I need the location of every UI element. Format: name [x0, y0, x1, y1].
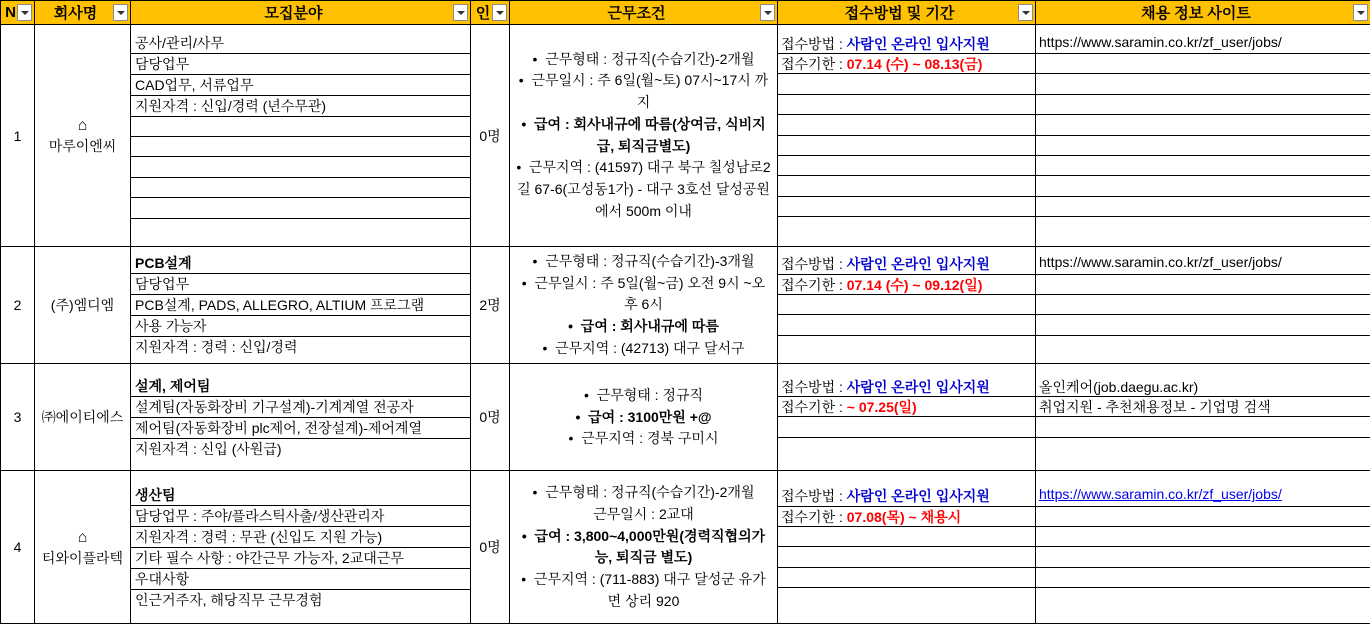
work-condition-cell [510, 471, 778, 624]
apply-method-cell [778, 364, 1036, 471]
site-empty-line [1036, 217, 1370, 237]
work-condition-line: • 근무지역 : (711-883) 대구 달성군 유가면 상리 920 [516, 569, 771, 612]
apply-method-cell [778, 471, 1036, 624]
site-empty-line [1036, 315, 1370, 335]
apply-empty-line [778, 115, 1035, 135]
site-empty-line [1036, 568, 1370, 588]
recruit-site-cell [1036, 25, 1370, 247]
site-empty-line [1036, 176, 1370, 196]
apply-empty-line [778, 527, 1035, 547]
site-empty-line [1036, 336, 1370, 356]
apply-empty-line [778, 295, 1035, 315]
headcount-cell: 0명 [471, 471, 510, 624]
filter-dropdown-icon[interactable] [453, 4, 468, 21]
work-condition-line: • 급여 : 3100만원 +@ [516, 407, 771, 429]
apply-label: 접수기한 : [781, 277, 847, 293]
recruit-field-line [131, 218, 470, 238]
work-condition-line: • 근무지역 : (42713) 대구 달서구 [516, 338, 771, 360]
recruit-field-line [131, 198, 470, 218]
table-body [1, 25, 1370, 624]
apply-method-cell [778, 25, 1036, 247]
work-condition-cell [510, 364, 778, 471]
site-empty-line [1036, 295, 1370, 315]
site-text: 올인케어(job.daegu.ac.kr) [1039, 379, 1198, 395]
site-empty-line [1036, 275, 1370, 295]
apply-value: 07.08(목) ~ 채용시 [847, 509, 961, 525]
apply-value: ~ 07.25(일) [847, 399, 917, 415]
site-text: 취업지원 - 추천채용정보 - 기업명 검색 [1039, 399, 1271, 415]
site-empty-line [1036, 74, 1370, 94]
work-condition-line: • 급여 : 회사내규에 따름 [516, 316, 771, 338]
header-count [471, 1, 510, 25]
work-condition-cell [510, 25, 778, 247]
recruit-field-line: 지원자격 : 신입/경력 (년수무관) [131, 95, 470, 116]
apply-empty-line [778, 217, 1035, 237]
recruit-field-line [131, 177, 470, 197]
site-text: https://www.saramin.co.kr/zf_user/jobs/ [1039, 254, 1282, 270]
recruit-field-line: 공사/관리/사무 [131, 33, 470, 54]
header-apply [778, 1, 1036, 25]
work-condition-line: • 급여 : 3,800~4,000만원(경력직협의가능, 퇴직금 별도) [516, 526, 771, 569]
company-logo-icon: ⌂ [35, 115, 130, 137]
recruit-field-line [131, 136, 470, 156]
site-empty-line [1036, 507, 1370, 527]
work-condition-line: • 근무일시 : 주 6일(월~토) 07시~17시 까지 [516, 70, 771, 113]
filter-dropdown-icon[interactable] [113, 4, 128, 21]
row-number: 4 [1, 471, 35, 624]
header-site [1036, 1, 1370, 25]
table-header-row [1, 1, 1370, 25]
recruit-field-line: PCB설계, PADS, ALLEGRO, ALTIUM 프로그램 [131, 295, 470, 316]
apply-method-cell [778, 247, 1036, 364]
filter-dropdown-icon[interactable] [492, 4, 507, 21]
site-empty-line [1036, 588, 1370, 608]
site-link[interactable]: https://www.saramin.co.kr/zf_user/jobs/ [1039, 486, 1282, 502]
apply-empty-line [778, 568, 1035, 588]
headcount-cell: 2명 [471, 247, 510, 364]
headcount-cell: 0명 [471, 364, 510, 471]
row-number: 3 [1, 364, 35, 471]
site-empty-line [1036, 197, 1370, 217]
apply-label: 접수기한 : [781, 509, 847, 525]
apply-line [778, 397, 1035, 417]
apply-value: 07.14 (수) ~ 08.13(금) [847, 56, 983, 72]
work-condition-cell [510, 247, 778, 364]
apply-line [778, 377, 1035, 397]
apply-value: 사람인 온라인 입사지원 [847, 488, 990, 504]
company-name-label: ㈜에이티에스 [35, 408, 130, 427]
header-no-label: N [5, 4, 16, 21]
apply-empty-line [778, 74, 1035, 94]
apply-value: 사람인 온라인 입사지원 [847, 36, 990, 52]
apply-line [778, 54, 1035, 74]
work-condition-line: • 근무형태 : 정규직 [516, 385, 771, 407]
site-empty-line [1036, 527, 1370, 547]
company-name-cell [35, 471, 131, 624]
work-condition-line: • 근무형태 : 정규직(수습기간)-3개월 [516, 251, 771, 273]
apply-line [778, 507, 1035, 527]
apply-empty-line [778, 156, 1035, 176]
site-empty-line [1036, 417, 1370, 437]
site-line [1036, 254, 1370, 274]
recruit-field-line: 생산팀 [131, 485, 470, 506]
work-condition-line: • 근무형태 : 정규직(수습기간)-2개월 [516, 482, 771, 504]
recruit-field-cell [131, 25, 471, 247]
apply-label: 접수기한 : [781, 56, 847, 72]
table-row [1, 364, 1370, 471]
work-condition-line: • 근무일시 : 주 5일(월~금) 오전 9시 ~오후 6시 [516, 273, 771, 316]
company-logo-icon: ⌂ [35, 527, 130, 549]
table-row [1, 25, 1370, 247]
work-condition-line: • 근무지역 : (41597) 대구 북구 칠성남로2길 67-6(고성동1가) - 대구 3호선 달성공원 에서 500m 이내 [516, 157, 771, 222]
recruit-field-line: 담당업무 : 주야/플라스틱사출/생산관리자 [131, 505, 470, 526]
site-empty-line [1036, 438, 1370, 458]
apply-line [778, 275, 1035, 295]
header-company [35, 1, 131, 25]
header-condition [510, 1, 778, 25]
recruit-field-line: 담당업무 [131, 274, 470, 295]
recruit-field-line: 인근거주자, 해당직무 근무경험 [131, 589, 470, 610]
apply-empty-line [778, 176, 1035, 196]
site-empty-line [1036, 95, 1370, 115]
filter-dropdown-icon[interactable] [760, 4, 775, 21]
recruit-field-line: 지원자격 : 경력 : 무관 (신입도 지원 가능) [131, 526, 470, 547]
recruit-field-line: 우대사항 [131, 568, 470, 589]
header-apply-label: 접수방법 및 기간 [845, 5, 955, 22]
recruit-site-cell [1036, 247, 1370, 364]
apply-empty-line [778, 588, 1035, 608]
recruit-field-cell [131, 247, 471, 364]
filter-dropdown-icon[interactable] [1018, 4, 1033, 21]
recruit-field-cell [131, 471, 471, 624]
apply-empty-line [778, 95, 1035, 115]
site-line [1036, 397, 1370, 417]
row-number: 2 [1, 247, 35, 364]
company-name-cell [35, 364, 131, 471]
recruit-field-line: 기타 필수 사항 : 야간근무 가능자, 2교대근무 [131, 547, 470, 568]
filter-dropdown-icon[interactable] [1353, 4, 1368, 21]
apply-empty-line [778, 197, 1035, 217]
apply-empty-line [778, 438, 1035, 458]
table-row [1, 471, 1370, 624]
site-empty-line [1036, 54, 1370, 74]
recruit-field-line [131, 116, 470, 136]
recruit-field-line [131, 157, 470, 177]
company-name-cell [35, 25, 131, 247]
row-number: 1 [1, 25, 35, 247]
site-line[interactable] [1036, 486, 1370, 506]
recruit-field-line: 지원자격 : 경력 : 신입/경력 [131, 337, 470, 358]
apply-label: 접수방법 : [781, 256, 847, 272]
header-field-label: 모집분야 [265, 5, 323, 22]
header-field [131, 1, 471, 25]
apply-empty-line [778, 336, 1035, 356]
apply-label: 접수방법 : [781, 36, 847, 52]
work-condition-line: • 근무지역 : 경북 구미시 [516, 428, 771, 450]
apply-empty-line [778, 417, 1035, 437]
filter-dropdown-icon[interactable] [17, 4, 32, 21]
site-text: https://www.saramin.co.kr/zf_user/jobs/ [1039, 34, 1282, 50]
company-name-label: 마루이엔씨 [35, 137, 130, 156]
recruit-field-line: 사용 가능자 [131, 316, 470, 337]
company-name-label: 티와이플라텍 [35, 549, 130, 568]
site-line [1036, 34, 1370, 54]
apply-line [778, 34, 1035, 54]
company-name-label: (주)엠디엠 [35, 296, 130, 315]
table-row [1, 247, 1370, 364]
recruit-field-line: 제어팀(자동화장비 plc제어, 전장설계)-제어계열 [131, 417, 470, 438]
header-no [1, 1, 35, 25]
recruit-site-cell [1036, 364, 1370, 471]
recruit-field-line: 지원자격 : 신입 (사원급) [131, 438, 470, 459]
work-condition-line: • 급여 : 회사내규에 따름(상여금, 식비지급, 퇴직금별도) [516, 114, 771, 157]
site-empty-line [1036, 115, 1370, 135]
apply-value: 07.14 (수) ~ 09.12(일) [847, 277, 983, 293]
header-condition-label: 근무조건 [608, 5, 666, 22]
recruit-field-line: CAD업무, 서류업무 [131, 74, 470, 95]
recruit-field-line: PCB설계 [131, 253, 470, 274]
apply-value: 사람인 온라인 입사지원 [847, 256, 990, 272]
apply-label: 접수방법 : [781, 379, 847, 395]
recruit-field-line: 담당업무 [131, 53, 470, 74]
apply-empty-line [778, 136, 1035, 156]
apply-label: 접수방법 : [781, 488, 847, 504]
apply-line [778, 254, 1035, 274]
company-name-cell [35, 247, 131, 364]
recruit-field-line: 설계팀(자동화장비 기구설계)-기계계열 전공자 [131, 396, 470, 417]
site-empty-line [1036, 156, 1370, 176]
site-line [1036, 377, 1370, 397]
header-count-label: 인 [476, 5, 491, 22]
headcount-cell: 0명 [471, 25, 510, 247]
recruit-field-line: 설계, 제어팀 [131, 376, 470, 397]
apply-empty-line [778, 547, 1035, 567]
header-site-label: 채용 정보 사이트 [1141, 5, 1251, 22]
apply-label: 접수기한 : [781, 399, 847, 415]
recruit-field-cell [131, 364, 471, 471]
site-empty-line [1036, 136, 1370, 156]
site-empty-line [1036, 547, 1370, 567]
apply-line [778, 486, 1035, 506]
apply-value: 사람인 온라인 입사지원 [847, 379, 990, 395]
work-condition-line: • 근무형태 : 정규직(수습기간)-2개월 [516, 49, 771, 71]
work-condition-line: 근무일시 : 2교대 [516, 504, 771, 526]
header-company-label: 회사명 [54, 5, 97, 22]
recruit-site-cell [1036, 471, 1370, 624]
apply-empty-line [778, 315, 1035, 335]
